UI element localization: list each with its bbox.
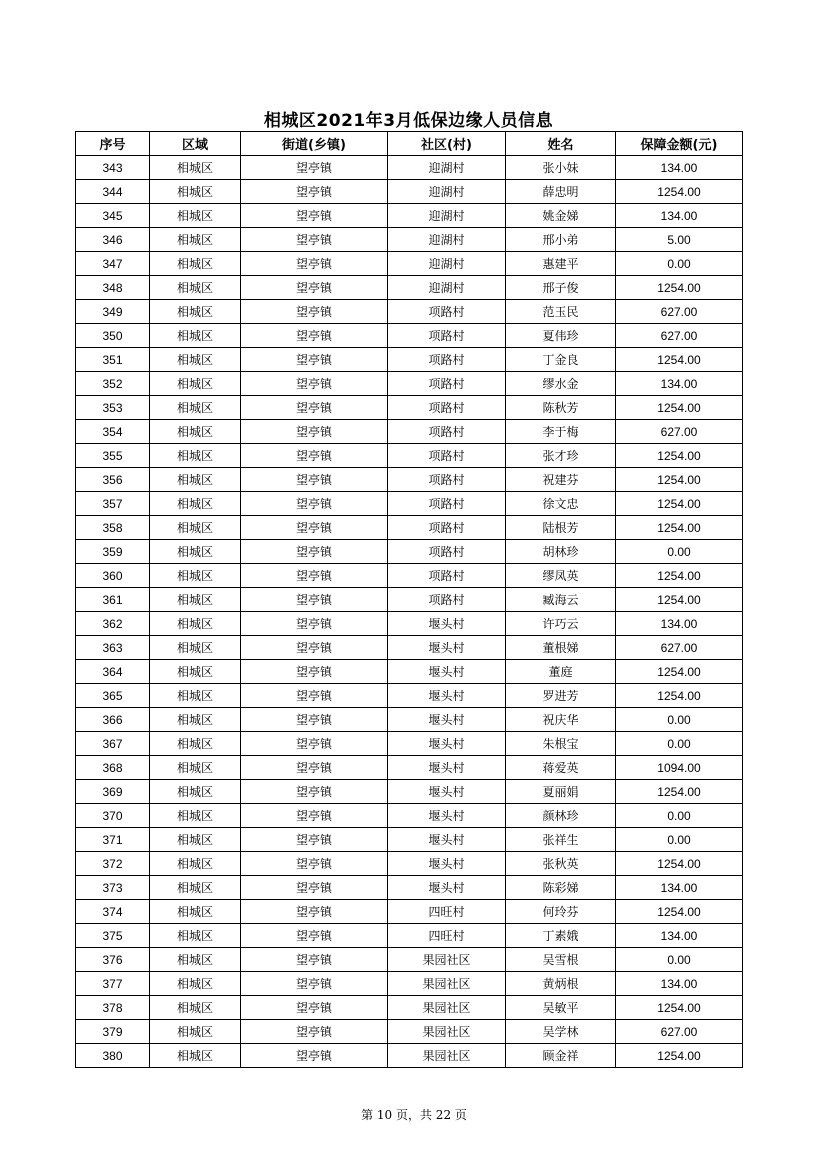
table-row	[76, 732, 743, 756]
table-row	[76, 324, 743, 348]
cell-name: 张秋英	[506, 852, 616, 876]
cell-street: 望亭镇	[241, 372, 388, 396]
table-header-row	[76, 132, 743, 156]
header-index: 序号	[76, 132, 150, 156]
cell-region: 相城区	[150, 876, 241, 900]
cell-community: 果园社区	[388, 1020, 506, 1044]
cell-index: 354	[76, 420, 150, 444]
cell-name: 祝建芬	[506, 468, 616, 492]
table-row	[76, 900, 743, 924]
cell-index: 364	[76, 660, 150, 684]
cell-community: 项路村	[388, 588, 506, 612]
cell-street: 望亭镇	[241, 684, 388, 708]
table-row	[76, 1044, 743, 1068]
cell-region: 相城区	[150, 516, 241, 540]
table-row	[76, 924, 743, 948]
cell-name: 罗进芳	[506, 684, 616, 708]
cell-street: 望亭镇	[241, 660, 388, 684]
cell-name: 董庭	[506, 660, 616, 684]
cell-community: 项路村	[388, 516, 506, 540]
table-row	[76, 1020, 743, 1044]
table-row	[76, 876, 743, 900]
cell-index: 349	[76, 300, 150, 324]
cell-index: 344	[76, 180, 150, 204]
cell-amount: 1254.00	[616, 588, 743, 612]
cell-index: 353	[76, 396, 150, 420]
table-row	[76, 300, 743, 324]
cell-street: 望亭镇	[241, 972, 388, 996]
cell-amount: 0.00	[616, 708, 743, 732]
table-row	[76, 516, 743, 540]
cell-amount: 1254.00	[616, 660, 743, 684]
data-table	[75, 131, 743, 1068]
cell-amount: 1254.00	[616, 996, 743, 1020]
table-row	[76, 996, 743, 1020]
cell-name: 吴雪根	[506, 948, 616, 972]
table-row	[76, 660, 743, 684]
cell-region: 相城区	[150, 228, 241, 252]
cell-region: 相城区	[150, 396, 241, 420]
cell-name: 董根娣	[506, 636, 616, 660]
cell-index: 365	[76, 684, 150, 708]
cell-community: 堰头村	[388, 708, 506, 732]
cell-street: 望亭镇	[241, 1020, 388, 1044]
table-row	[76, 180, 743, 204]
cell-region: 相城区	[150, 588, 241, 612]
cell-street: 望亭镇	[241, 636, 388, 660]
header-name: 姓名	[506, 132, 616, 156]
cell-name: 颜林珍	[506, 804, 616, 828]
cell-street: 望亭镇	[241, 516, 388, 540]
cell-amount: 134.00	[616, 876, 743, 900]
cell-amount: 627.00	[616, 420, 743, 444]
cell-street: 望亭镇	[241, 780, 388, 804]
cell-community: 堰头村	[388, 660, 506, 684]
cell-region: 相城区	[150, 804, 241, 828]
cell-amount: 1254.00	[616, 468, 743, 492]
cell-region: 相城区	[150, 828, 241, 852]
cell-index: 355	[76, 444, 150, 468]
table-row	[76, 756, 743, 780]
cell-street: 望亭镇	[241, 612, 388, 636]
table-body	[76, 156, 743, 1068]
table-row	[76, 684, 743, 708]
cell-index: 368	[76, 756, 150, 780]
cell-amount: 134.00	[616, 924, 743, 948]
cell-name: 黄炳根	[506, 972, 616, 996]
cell-region: 相城区	[150, 276, 241, 300]
cell-region: 相城区	[150, 660, 241, 684]
cell-name: 惠建平	[506, 252, 616, 276]
cell-index: 346	[76, 228, 150, 252]
cell-region: 相城区	[150, 684, 241, 708]
cell-community: 四旺村	[388, 924, 506, 948]
cell-community: 项路村	[388, 420, 506, 444]
table-row	[76, 588, 743, 612]
cell-index: 345	[76, 204, 150, 228]
cell-index: 351	[76, 348, 150, 372]
cell-name: 朱根宝	[506, 732, 616, 756]
cell-community: 果园社区	[388, 948, 506, 972]
cell-amount: 5.00	[616, 228, 743, 252]
cell-name: 陆根芳	[506, 516, 616, 540]
cell-community: 四旺村	[388, 900, 506, 924]
cell-index: 377	[76, 972, 150, 996]
cell-index: 360	[76, 564, 150, 588]
cell-amount: 0.00	[616, 732, 743, 756]
table-row	[76, 468, 743, 492]
table-row	[76, 540, 743, 564]
cell-index: 369	[76, 780, 150, 804]
table-row	[76, 252, 743, 276]
cell-name: 陈彩娣	[506, 876, 616, 900]
cell-name: 祝庆华	[506, 708, 616, 732]
cell-name: 夏丽娟	[506, 780, 616, 804]
cell-region: 相城区	[150, 540, 241, 564]
cell-name: 夏伟珍	[506, 324, 616, 348]
cell-index: 375	[76, 924, 150, 948]
table-row	[76, 396, 743, 420]
cell-street: 望亭镇	[241, 444, 388, 468]
cell-street: 望亭镇	[241, 756, 388, 780]
cell-index: 347	[76, 252, 150, 276]
cell-region: 相城区	[150, 468, 241, 492]
cell-street: 望亭镇	[241, 252, 388, 276]
cell-community: 堰头村	[388, 636, 506, 660]
cell-street: 望亭镇	[241, 852, 388, 876]
cell-street: 望亭镇	[241, 492, 388, 516]
cell-index: 374	[76, 900, 150, 924]
cell-community: 项路村	[388, 564, 506, 588]
cell-region: 相城区	[150, 732, 241, 756]
cell-region: 相城区	[150, 996, 241, 1020]
table-row	[76, 420, 743, 444]
cell-region: 相城区	[150, 900, 241, 924]
cell-street: 望亭镇	[241, 324, 388, 348]
cell-street: 望亭镇	[241, 156, 388, 180]
cell-index: 363	[76, 636, 150, 660]
cell-street: 望亭镇	[241, 300, 388, 324]
cell-amount: 134.00	[616, 204, 743, 228]
cell-community: 堰头村	[388, 612, 506, 636]
cell-amount: 627.00	[616, 636, 743, 660]
cell-street: 望亭镇	[241, 180, 388, 204]
cell-name: 吴敏平	[506, 996, 616, 1020]
cell-index: 379	[76, 1020, 150, 1044]
cell-community: 项路村	[388, 444, 506, 468]
cell-community: 迎湖村	[388, 180, 506, 204]
cell-street: 望亭镇	[241, 396, 388, 420]
cell-index: 358	[76, 516, 150, 540]
cell-street: 望亭镇	[241, 564, 388, 588]
table-row	[76, 972, 743, 996]
table-row	[76, 348, 743, 372]
cell-community: 果园社区	[388, 996, 506, 1020]
cell-index: 370	[76, 804, 150, 828]
cell-region: 相城区	[150, 324, 241, 348]
header-street: 街道(乡镇)	[241, 132, 388, 156]
cell-index: 371	[76, 828, 150, 852]
cell-community: 堰头村	[388, 828, 506, 852]
cell-name: 缪凤英	[506, 564, 616, 588]
cell-name: 李于梅	[506, 420, 616, 444]
cell-community: 堰头村	[388, 876, 506, 900]
cell-street: 望亭镇	[241, 468, 388, 492]
page-title: 相城区2021年3月低保边缘人员信息	[263, 111, 554, 131]
cell-region: 相城区	[150, 420, 241, 444]
cell-street: 望亭镇	[241, 228, 388, 252]
cell-region: 相城区	[150, 636, 241, 660]
table-row	[76, 492, 743, 516]
cell-community: 堰头村	[388, 732, 506, 756]
cell-street: 望亭镇	[241, 708, 388, 732]
cell-amount: 0.00	[616, 804, 743, 828]
cell-community: 迎湖村	[388, 276, 506, 300]
cell-name: 徐文忠	[506, 492, 616, 516]
cell-name: 缪水金	[506, 372, 616, 396]
cell-street: 望亭镇	[241, 204, 388, 228]
cell-region: 相城区	[150, 780, 241, 804]
cell-index: 361	[76, 588, 150, 612]
cell-amount: 1254.00	[616, 564, 743, 588]
table-row	[76, 636, 743, 660]
cell-name: 邢小弟	[506, 228, 616, 252]
cell-region: 相城区	[150, 612, 241, 636]
cell-name: 陈秋芳	[506, 396, 616, 420]
cell-amount: 1254.00	[616, 900, 743, 924]
cell-community: 堰头村	[388, 852, 506, 876]
cell-region: 相城区	[150, 708, 241, 732]
cell-name: 张祥生	[506, 828, 616, 852]
cell-name: 姚金娣	[506, 204, 616, 228]
cell-amount: 1254.00	[616, 516, 743, 540]
cell-amount: 1254.00	[616, 1044, 743, 1068]
cell-region: 相城区	[150, 972, 241, 996]
table-row	[76, 228, 743, 252]
cell-index: 373	[76, 876, 150, 900]
cell-index: 362	[76, 612, 150, 636]
cell-name: 顾金祥	[506, 1044, 616, 1068]
cell-region: 相城区	[150, 180, 241, 204]
cell-region: 相城区	[150, 948, 241, 972]
cell-name: 吴学林	[506, 1020, 616, 1044]
header-region: 区域	[150, 132, 241, 156]
header-community: 社区(村)	[388, 132, 506, 156]
cell-amount: 134.00	[616, 972, 743, 996]
cell-community: 迎湖村	[388, 204, 506, 228]
cell-name: 许巧云	[506, 612, 616, 636]
cell-region: 相城区	[150, 564, 241, 588]
cell-street: 望亭镇	[241, 828, 388, 852]
table-row	[76, 564, 743, 588]
cell-index: 372	[76, 852, 150, 876]
cell-community: 迎湖村	[388, 228, 506, 252]
cell-street: 望亭镇	[241, 348, 388, 372]
cell-amount: 1094.00	[616, 756, 743, 780]
cell-community: 果园社区	[388, 972, 506, 996]
table-row	[76, 780, 743, 804]
cell-region: 相城区	[150, 492, 241, 516]
cell-community: 项路村	[388, 540, 506, 564]
cell-street: 望亭镇	[241, 540, 388, 564]
table-row	[76, 708, 743, 732]
cell-region: 相城区	[150, 156, 241, 180]
cell-region: 相城区	[150, 348, 241, 372]
cell-amount: 1254.00	[616, 396, 743, 420]
cell-region: 相城区	[150, 1020, 241, 1044]
cell-name: 薛忠明	[506, 180, 616, 204]
table-row	[76, 444, 743, 468]
cell-amount: 1254.00	[616, 492, 743, 516]
cell-name: 何玲芬	[506, 900, 616, 924]
cell-community: 项路村	[388, 396, 506, 420]
cell-index: 367	[76, 732, 150, 756]
cell-amount: 1254.00	[616, 348, 743, 372]
cell-street: 望亭镇	[241, 276, 388, 300]
cell-amount: 1254.00	[616, 684, 743, 708]
cell-index: 378	[76, 996, 150, 1020]
cell-region: 相城区	[150, 372, 241, 396]
cell-region: 相城区	[150, 300, 241, 324]
table-row	[76, 372, 743, 396]
cell-amount: 134.00	[616, 612, 743, 636]
cell-region: 相城区	[150, 252, 241, 276]
cell-index: 352	[76, 372, 150, 396]
cell-street: 望亭镇	[241, 948, 388, 972]
table-row	[76, 276, 743, 300]
cell-name: 范玉民	[506, 300, 616, 324]
cell-amount: 1254.00	[616, 180, 743, 204]
cell-index: 376	[76, 948, 150, 972]
cell-region: 相城区	[150, 852, 241, 876]
cell-street: 望亭镇	[241, 732, 388, 756]
cell-community: 迎湖村	[388, 156, 506, 180]
cell-index: 343	[76, 156, 150, 180]
cell-community: 迎湖村	[388, 252, 506, 276]
cell-community: 项路村	[388, 348, 506, 372]
cell-street: 望亭镇	[241, 996, 388, 1020]
cell-community: 项路村	[388, 492, 506, 516]
table-row	[76, 828, 743, 852]
cell-index: 350	[76, 324, 150, 348]
table-row	[76, 612, 743, 636]
table-row	[76, 804, 743, 828]
cell-name: 邢子俊	[506, 276, 616, 300]
cell-name: 丁金良	[506, 348, 616, 372]
cell-index: 380	[76, 1044, 150, 1068]
cell-region: 相城区	[150, 1044, 241, 1068]
cell-community: 项路村	[388, 372, 506, 396]
page-footer: 第 10 页，共 22 页	[361, 1108, 467, 1122]
cell-community: 果园社区	[388, 1044, 506, 1068]
cell-street: 望亭镇	[241, 588, 388, 612]
cell-street: 望亭镇	[241, 876, 388, 900]
cell-region: 相城区	[150, 756, 241, 780]
cell-amount: 627.00	[616, 324, 743, 348]
cell-community: 项路村	[388, 300, 506, 324]
cell-street: 望亭镇	[241, 804, 388, 828]
cell-amount: 1254.00	[616, 780, 743, 804]
cell-street: 望亭镇	[241, 900, 388, 924]
table-row	[76, 204, 743, 228]
cell-name: 胡林珍	[506, 540, 616, 564]
cell-community: 堰头村	[388, 780, 506, 804]
cell-amount: 134.00	[616, 156, 743, 180]
cell-index: 356	[76, 468, 150, 492]
cell-index: 359	[76, 540, 150, 564]
cell-name: 张小妹	[506, 156, 616, 180]
cell-name: 张才珍	[506, 444, 616, 468]
cell-amount: 1254.00	[616, 276, 743, 300]
cell-amount: 134.00	[616, 372, 743, 396]
cell-community: 项路村	[388, 324, 506, 348]
cell-amount: 627.00	[616, 1020, 743, 1044]
cell-amount: 0.00	[616, 828, 743, 852]
cell-index: 357	[76, 492, 150, 516]
table-row	[76, 156, 743, 180]
cell-amount: 0.00	[616, 948, 743, 972]
cell-name: 蒋爱英	[506, 756, 616, 780]
cell-region: 相城区	[150, 924, 241, 948]
header-amount: 保障金额(元)	[616, 132, 743, 156]
cell-name: 臧海云	[506, 588, 616, 612]
cell-name: 丁素娥	[506, 924, 616, 948]
cell-region: 相城区	[150, 444, 241, 468]
cell-street: 望亭镇	[241, 924, 388, 948]
cell-street: 望亭镇	[241, 420, 388, 444]
cell-amount: 1254.00	[616, 444, 743, 468]
cell-street: 望亭镇	[241, 1044, 388, 1068]
cell-amount: 627.00	[616, 300, 743, 324]
cell-region: 相城区	[150, 204, 241, 228]
cell-index: 348	[76, 276, 150, 300]
cell-amount: 1254.00	[616, 852, 743, 876]
table-row	[76, 948, 743, 972]
cell-amount: 0.00	[616, 540, 743, 564]
cell-index: 366	[76, 708, 150, 732]
cell-amount: 0.00	[616, 252, 743, 276]
table-row	[76, 852, 743, 876]
cell-community: 堰头村	[388, 804, 506, 828]
cell-community: 堰头村	[388, 684, 506, 708]
cell-community: 项路村	[388, 468, 506, 492]
cell-community: 堰头村	[388, 756, 506, 780]
